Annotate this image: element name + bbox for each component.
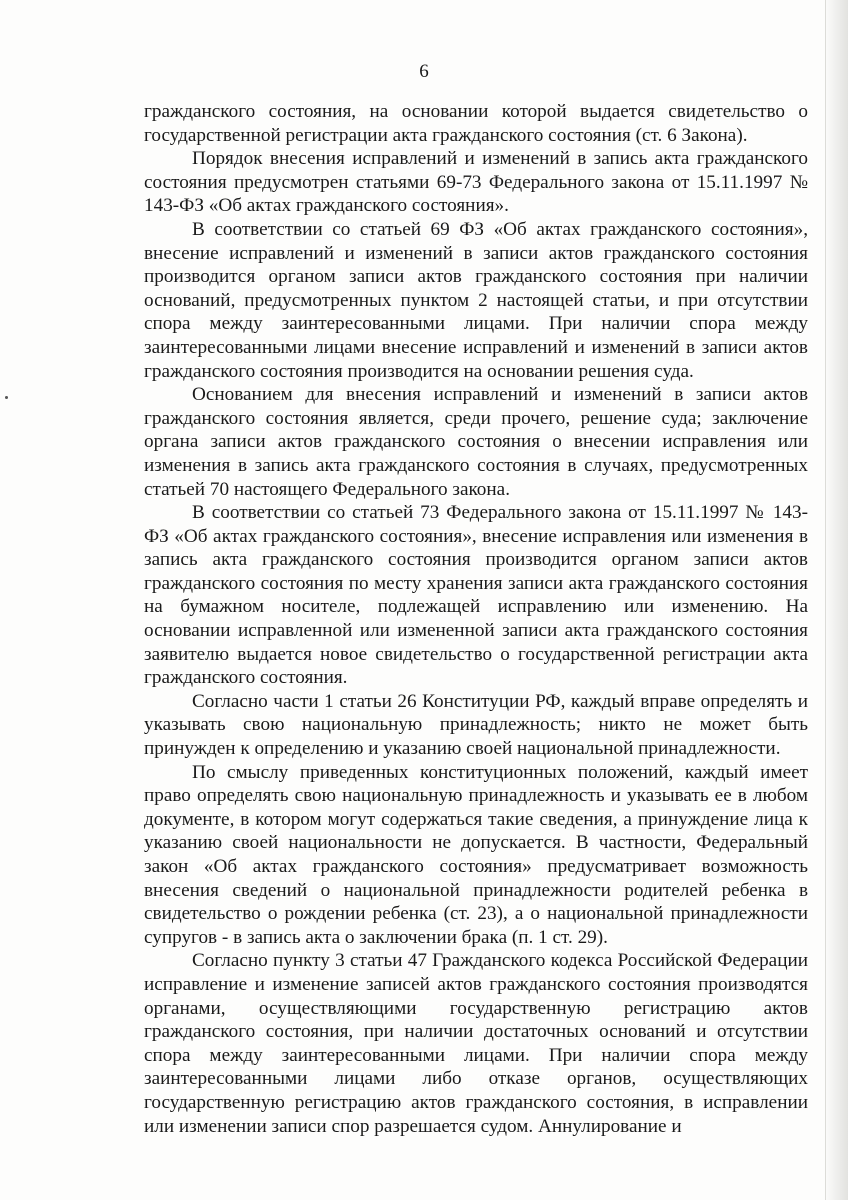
paragraph-2: Порядок внесения исправлений и изменений в запись акта гражданского состояния предусмотрен статьями 69-73 Федерального закона от 15.11.1997 № 143-ФЗ «Об актах гражданского состояния». <box>144 148 808 217</box>
paragraph-4: Основанием для внесения исправлений и изменений в записи актов гражданского состояния является, среди прочего, решение суда; заключение органа записи актов гражданского состояния о внесении исправления или изменения в запись акта гражданского состояния в случаях, предусмотренных статьей 70 настоящего Федерального закона. <box>144 384 808 500</box>
paragraph-5: В соответствии со статьей 73 Федерального закона от 15.11.1997 № 143-ФЗ «Об актах гражданского состояния», внесение исправления или изменения в запись акта гражданского состояния производится органом записи актов гражданского состояния по месту хранения записи акта гражданского состояния на бумажном носителе, подлежащей исправлению или изменению. На основании исправленной или измененной записи акта гражданского состояния заявителю выдается новое свидетельство о государственной регистрации акта гражданского состояния. <box>144 502 808 689</box>
document-body <box>144 100 808 1138</box>
paragraph-3: В соответствии со статьей 69 ФЗ «Об актах гражданского состояния», внесение исправлений и изменений в записи актов гражданского состояния производится органом записи актов гражданского состояния при наличии оснований, предусмотренных пунктом 2 настоящей статьи, и при отсутствии спора между заинтересованными лицами. При наличии спора между заинтересованными лицами внесение исправлений и изменений в записи актов гражданского состояния производится на основании решения суда. <box>144 218 808 382</box>
page-number: 6 <box>419 61 429 82</box>
page-fold-line <box>825 0 826 1200</box>
paragraph-6: Согласно части 1 статьи 26 Конституции РФ, каждый вправе определять и указывать свою национальную принадлежность; никто не может быть принужден к определению и указанию своей национальной принадлежности. <box>144 690 808 760</box>
paragraph-8: Согласно пункту 3 статьи 47 Гражданского кодекса Российской Федерации исправление и изменение записей актов гражданского состояния производятся органами, осуществляющими государственную регистрацию актов гражданского состояния, при наличии достаточных оснований и отсутствии спора между заинтересованными лицами. При наличии спора между заинтересованными лицами либо отказе органов, осуществляющих государственную регистрацию актов гражданского состояния, в исправлении или изменении записи спор разрешается судом. Аннулирование и <box>144 950 808 1137</box>
scan-speck <box>5 396 8 399</box>
paragraph-1: гражданского состояния, на основании которой выдается свидетельство о государственной регистрации акта гражданского состояния (ст. 6 Закона). <box>144 101 808 146</box>
paragraph-7: По смыслу приведенных конституционных положений, каждый имеет право определять свою национальную принадлежность и указывать ее в любом документе, в котором могут содержаться такие сведения, а принуждение лица к указанию своей национальности не допускается. В частности, Федеральный закон «Об актах гражданского состояния» предусматривает возможность внесения сведений о национальной принадлежности родителей ребенка в свидетельство о рождении ребенка (ст. 23), а о национальной принадлежности супругов - в запись акта о заключении брака (п. 1 ст. 29). <box>144 761 808 948</box>
page-edge <box>826 0 848 1200</box>
